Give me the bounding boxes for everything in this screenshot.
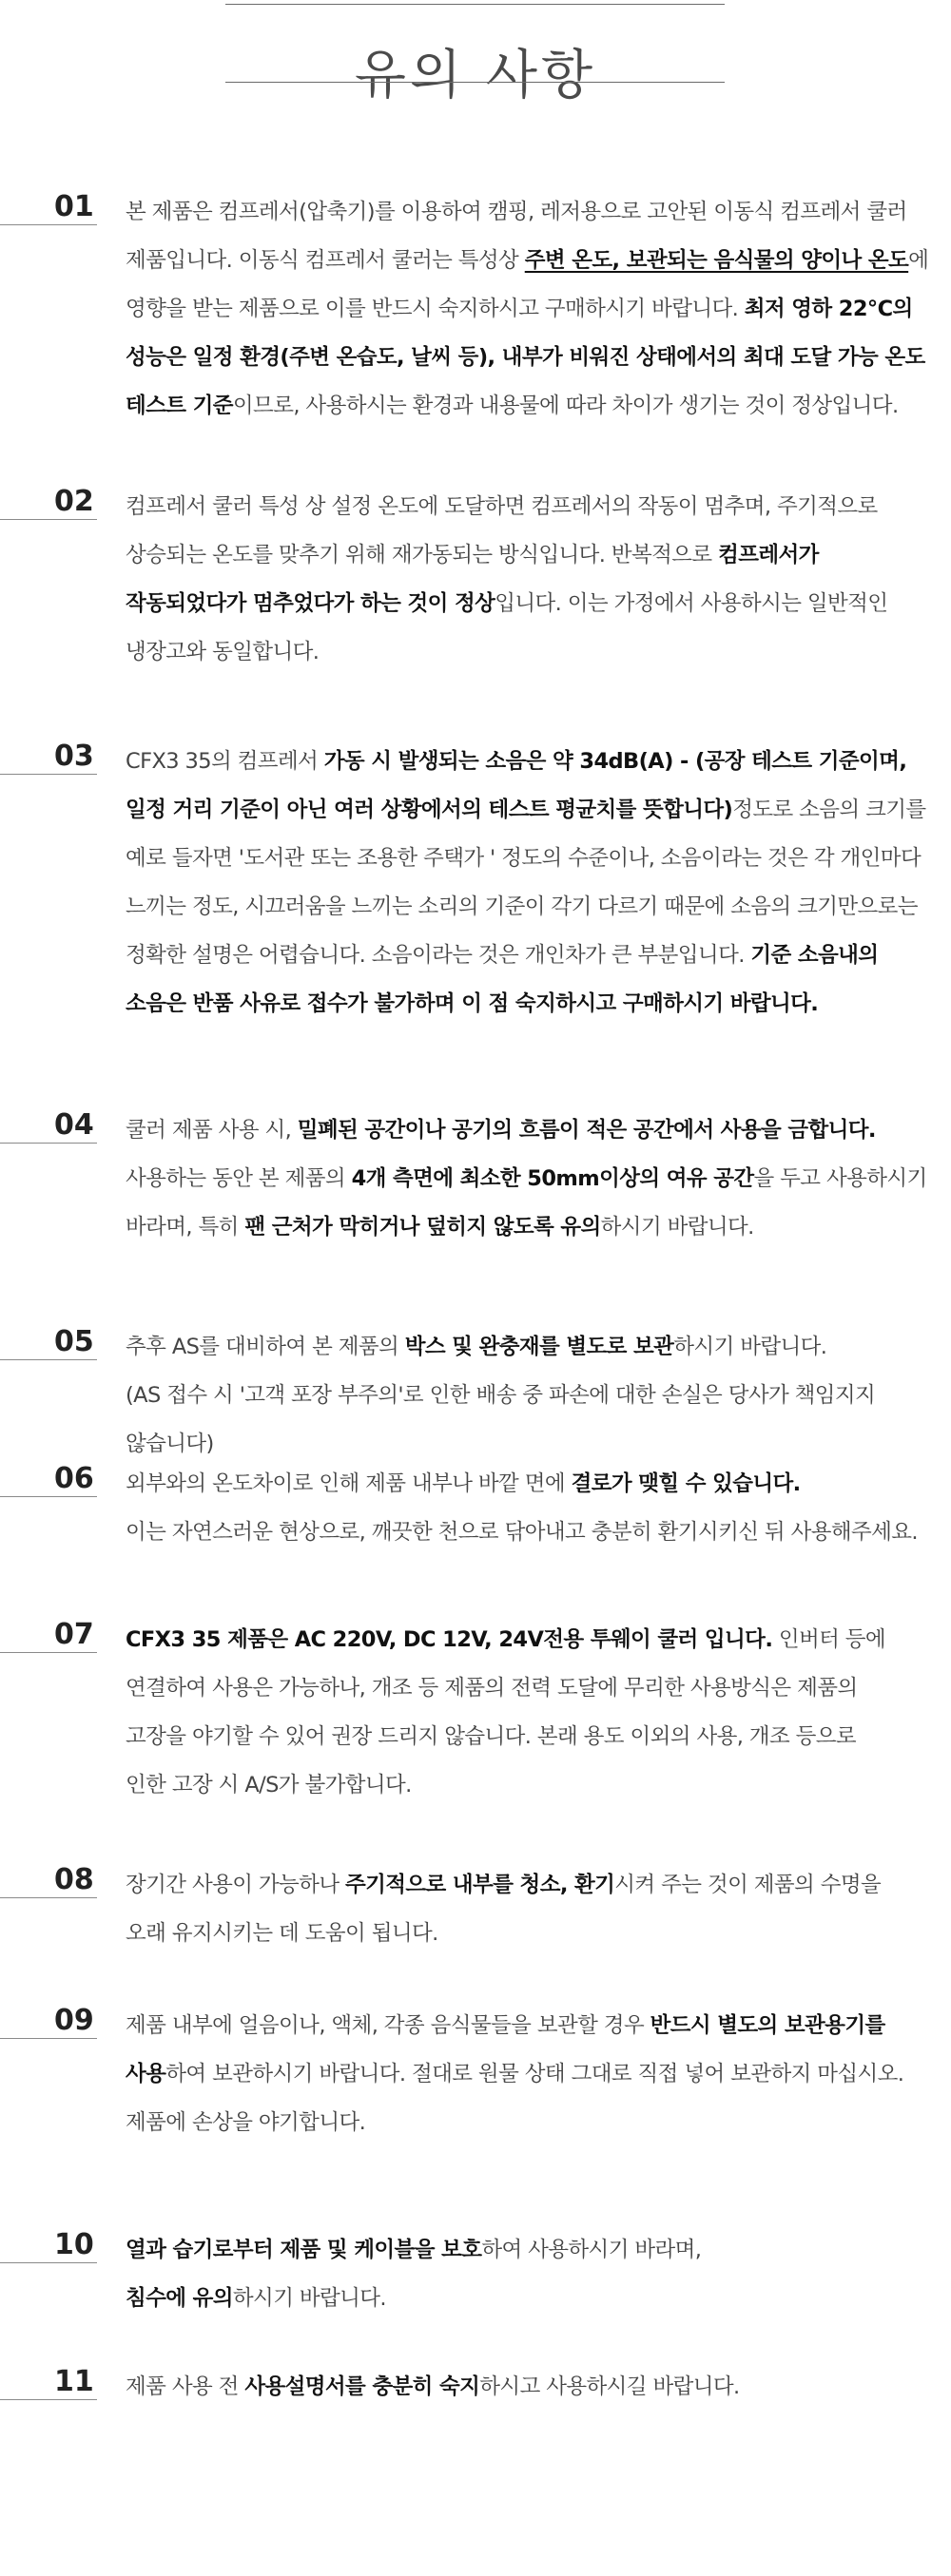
notice-line [126, 2050, 934, 2099]
notice-line [126, 1861, 934, 1910]
body-text: 시켜 주는 것이 제품의 수명을 [614, 1873, 882, 1897]
body-text: 추후 AS를 대비하여 본 제품의 [126, 1335, 405, 1359]
emphasis-text: 최저 영하 22℃의 [744, 297, 913, 321]
notice-line [126, 1761, 934, 1810]
body-text: 제품 사용 전 [126, 2374, 245, 2399]
emphasis-text: 침수에 유의 [126, 2286, 233, 2311]
body-text: 제품에 손상을 야기합니다. [126, 2110, 366, 2135]
body-text: 고장을 야기할 수 있어 권장 드리지 않습니다. 본래 용도 이외의 사용, 개조 등으로 [126, 1724, 857, 1749]
notice-line [126, 2226, 934, 2275]
notice-line [126, 1203, 934, 1252]
emphasis-text: 4개 측면에 최소한 50mm이상의 여유 공간 [351, 1166, 754, 1191]
body-text: CFX3 35의 컴프레서 [126, 749, 324, 774]
notice-line [126, 188, 934, 237]
notice-line [126, 1509, 934, 1557]
body-text: 외부와의 온도차이로 인해 제품 내부나 바깥 면에 [126, 1471, 572, 1496]
body-text: 입니다. 이는 가정에서 사용하시는 일반적인 [495, 591, 888, 616]
notice-number: 09 [54, 2004, 94, 2037]
notice-number-underline [0, 2399, 97, 2400]
body-text: 이므로, 사용하시는 환경과 내용물에 따라 차이가 생기는 것이 정상입니다. [232, 394, 899, 418]
notice-text [126, 1323, 934, 1469]
notice-line [126, 483, 934, 531]
emphasis-text: CFX3 35 제품은 AC 220V, DC 12V, 24V전용 투웨이 쿨러 입니다. [126, 1627, 773, 1652]
notice-number-underline [0, 1359, 97, 1360]
notice-number-underline [0, 1652, 97, 1653]
notice-line [126, 2363, 934, 2412]
notice-line [126, 1616, 934, 1664]
body-text: 오래 유지시키는 데 도움이 됩니다. [126, 1921, 438, 1946]
notice-line [126, 628, 934, 677]
notice-number: 01 [54, 190, 94, 223]
emphasis-text: 가동 시 발생되는 소음은 약 34dB(A) - (공장 테스트 기준이며, [323, 749, 907, 774]
notice-number-underline [0, 1897, 97, 1898]
notice-number: 08 [54, 1863, 94, 1896]
body-text: 예로 들자면 '도서관 또는 조용한 주택가 ' 정도의 수준이나, 소음이라는 것은 각 개인마다 [126, 846, 922, 871]
body-text: 냉장고와 동일합니다. [126, 640, 320, 664]
notice-number: 04 [54, 1108, 94, 1142]
body-text: (AS 접수 시 '고객 포장 부주의'로 인한 배송 중 파손에 대한 손실은 당사가 책임지지 [126, 1383, 876, 1408]
body-text: 상승되는 온도를 맞추기 위해 재가동되는 방식입니다. 반복적으로 [126, 543, 719, 567]
emphasis-text: 주기적으로 내부를 청소, 환기 [345, 1873, 615, 1897]
body-text: 쿨러 제품 사용 시, [126, 1118, 298, 1143]
notice-line [126, 237, 934, 285]
body-text: 정도로 소음의 크기를 [732, 798, 926, 822]
emphasis-text: 열과 습기로부터 제품 및 케이블을 보호 [126, 2238, 482, 2262]
notice-line [126, 2099, 934, 2147]
notice-line [126, 786, 934, 835]
notice-number-underline [0, 1496, 97, 1497]
body-text: 느끼는 정도, 시끄러움을 느끼는 소리의 기준이 각기 다르기 때문에 소음의 크기만으로는 [126, 894, 918, 919]
body-text: 을 두고 사용하시기 [753, 1166, 927, 1191]
notice-line [126, 2275, 934, 2323]
notice-line [126, 285, 934, 334]
body-text: 에 [908, 248, 929, 273]
body-text: 제품 내부에 얼음이나, 액체, 각종 음식물들을 보관할 경우 [126, 2013, 650, 2038]
notice-line [126, 2002, 934, 2050]
body-text: 인한 고장 시 A/S가 불가합니다. [126, 1773, 412, 1797]
notice-line [126, 531, 934, 580]
notice-number-underline [0, 2038, 97, 2039]
notice-line [126, 980, 934, 1028]
body-text: 본 제품은 컴프레서(압축기)를 이용하여 캠핑, 레저용으로 고안된 이동식 컴프레서 쿨러 [126, 200, 907, 224]
body-text: 컴프레서 쿨러 특성 상 설정 온도에 도달하면 컴프레서의 작동이 멈추며, 주기적으로 [126, 494, 878, 519]
body-text: 연결하여 사용은 가능하나, 개조 등 제품의 전력 도달에 무리한 사용방식은 제품의 [126, 1676, 858, 1701]
emphasis-text: 주변 온도, 보관되는 음식물의 양이나 온도 [524, 248, 909, 273]
body-text: 사용하는 동안 본 제품의 [126, 1166, 352, 1191]
notice-line [126, 1664, 934, 1713]
emphasis-text: 반드시 별도의 보관용기를 [650, 2013, 885, 2038]
body-text: 하시기 바랍니다. [600, 1215, 754, 1240]
body-text: 하시기 바랍니다. [232, 2286, 386, 2311]
body-text: 하시기 바랍니다. [673, 1335, 827, 1359]
emphasis-text: 사용설명서를 충분히 숙지 [244, 2374, 480, 2399]
notice-line [126, 1460, 934, 1509]
notice-number: 03 [54, 740, 94, 773]
body-text: 하여 사용하시기 바라며, [481, 2238, 702, 2262]
notice-text [126, 2363, 934, 2412]
notice-text [126, 1460, 934, 1557]
notice-number: 02 [54, 485, 94, 518]
emphasis-text: 테스트 기준 [126, 394, 233, 418]
notice-line [126, 1372, 934, 1420]
notice-number-underline [0, 519, 97, 520]
notice-line [126, 932, 934, 980]
notice-text [126, 1861, 934, 1958]
body-text: 하시고 사용하시길 바랍니다. [479, 2374, 740, 2399]
body-text: 영향을 받는 제품으로 이를 반드시 숙지하시고 구매하시기 바랍니다. [126, 297, 745, 321]
body-text: 않습니다) [126, 1432, 214, 1456]
notice-text [126, 483, 934, 677]
body-text: 제품입니다. 이동식 컴프레서 쿨러는 특성상 [126, 248, 525, 273]
notice-line [126, 1106, 934, 1155]
body-text: 장기간 사용이 가능하나 [126, 1873, 346, 1897]
body-text: 바라며, 특히 [126, 1215, 245, 1240]
notice-number-underline [0, 1143, 97, 1144]
notice-line [126, 883, 934, 932]
notice-text [126, 1616, 934, 1810]
notice-line [126, 1713, 934, 1761]
emphasis-text: 사용 [126, 2062, 166, 2086]
notice-text [126, 1106, 934, 1252]
notice-number: 11 [54, 2365, 94, 2398]
notice-line [126, 738, 934, 786]
emphasis-text: 결로가 맺힐 수 있습니다. [571, 1471, 801, 1496]
notice-text [126, 2226, 934, 2323]
emphasis-text: 작동되었다가 멈추었다가 하는 것이 정상 [126, 591, 495, 616]
notice-line [126, 382, 934, 431]
notice-text [126, 738, 934, 1028]
notice-number: 07 [54, 1618, 94, 1651]
notice-number-underline [0, 224, 97, 225]
body-text: 하여 보관하시기 바랍니다. 절대로 원물 상태 그대로 직접 넣어 보관하지 마십시오. [165, 2062, 904, 2086]
emphasis-text: 성능은 일정 환경(주변 온습도, 날씨 등), 내부가 비워진 상태에서의 최대 도달 가능 온도 [126, 345, 925, 370]
emphasis-text: 밀폐된 공간이나 공기의 흐름이 적은 공간에서 사용을 금합니다. [297, 1118, 876, 1143]
emphasis-text: 소음은 반품 사유로 접수가 불가하며 이 점 숙지하시고 구매하시기 바랍니다. [126, 991, 819, 1016]
body-text: 정확한 설명은 어렵습니다. 소음이라는 것은 개인차가 큰 부분입니다. [126, 943, 751, 968]
notice-line [126, 835, 934, 883]
notice-number-underline [0, 774, 97, 775]
notice-line [126, 1323, 934, 1372]
title-bottom-rule [225, 82, 725, 83]
notice-line [126, 334, 934, 382]
notice-text [126, 188, 934, 431]
notice-number: 05 [54, 1325, 94, 1358]
notice-text [126, 2002, 934, 2147]
emphasis-text: 컴프레서가 [718, 543, 819, 567]
title-top-rule [225, 4, 725, 5]
notice-number: 10 [54, 2228, 94, 2261]
emphasis-text: 팬 근처가 막히거나 덮히지 않도록 유의 [244, 1215, 601, 1240]
body-text: 이는 자연스러운 현상으로, 깨끗한 천으로 닦아내고 충분히 환기시키신 뒤 사용해주세요. [126, 1520, 918, 1545]
emphasis-text: 박스 및 완충재를 별도로 보관 [404, 1335, 674, 1359]
emphasis-text: 기준 소음내의 [750, 943, 879, 968]
notice-number: 06 [54, 1462, 94, 1495]
notice-number-underline [0, 2262, 97, 2263]
notice-line [126, 580, 934, 628]
emphasis-text: 일정 거리 기준이 아닌 여러 상황에서의 테스트 평균치를 뜻합니다) [126, 798, 733, 822]
notice-line [126, 1155, 934, 1203]
body-text: 인버터 등에 [772, 1627, 886, 1652]
page-title: 유의 사항 [354, 44, 597, 106]
notice-line [126, 1910, 934, 1958]
